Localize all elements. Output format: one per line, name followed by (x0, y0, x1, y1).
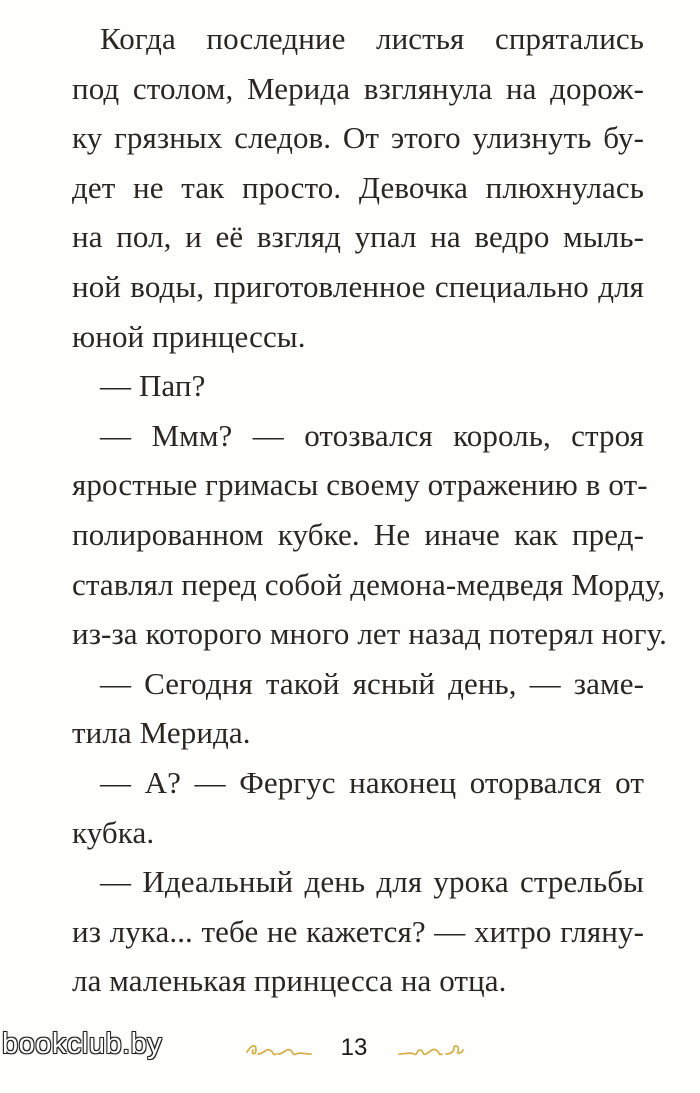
text-line: на пол, и её взгляд упал на ведро мыль- (72, 219, 644, 255)
text-line: ла маленькая принцесса на отца. (72, 963, 507, 999)
text-line: ной воды, приготовленное специально для (72, 268, 644, 304)
text-line: ку грязных следов. От этого улизнуть бу- (72, 120, 644, 156)
text-line: юной принцессы. (72, 318, 306, 354)
text-line: яростные гримасы своему отражению в от- (72, 467, 648, 503)
page-number: 13 (340, 1034, 368, 1061)
text-line: — Ммм? — отозвался король, строя (100, 417, 644, 453)
text-line: полированном кубке. Не иначе как пред- (72, 516, 644, 552)
text-line: кубка. (72, 814, 155, 850)
text-line: тила Мерида. (72, 715, 251, 751)
text-line: ставлял перед собой демона-медведя Морду, (72, 566, 666, 602)
text-line: из лука... тебе не кажется? — хитро гляну- (72, 913, 644, 949)
watermark: bookclub.by (2, 1028, 163, 1060)
text-line: из-за которого много лет назад потерял ногу. (72, 616, 667, 652)
text-line: — Идеальный день для урока стрельбы (100, 864, 644, 900)
text-line: — Сегодня такой ясный день, — заме- (100, 665, 644, 701)
text-line: дет не так просто. Девочка плюхнулась (72, 169, 644, 205)
text-line: под столом, Мерида взглянула на дорож- (72, 70, 644, 106)
page-footer (0, 1018, 700, 1078)
left-ornament-icon (244, 1040, 314, 1062)
body-text (72, 14, 667, 1006)
text-line: — А? — Фергус наконец оторвался от (100, 764, 644, 800)
text-line: Когда последние листья спрятались (100, 21, 644, 56)
text-line: — Пап? (100, 368, 206, 404)
right-ornament-icon (396, 1040, 466, 1062)
